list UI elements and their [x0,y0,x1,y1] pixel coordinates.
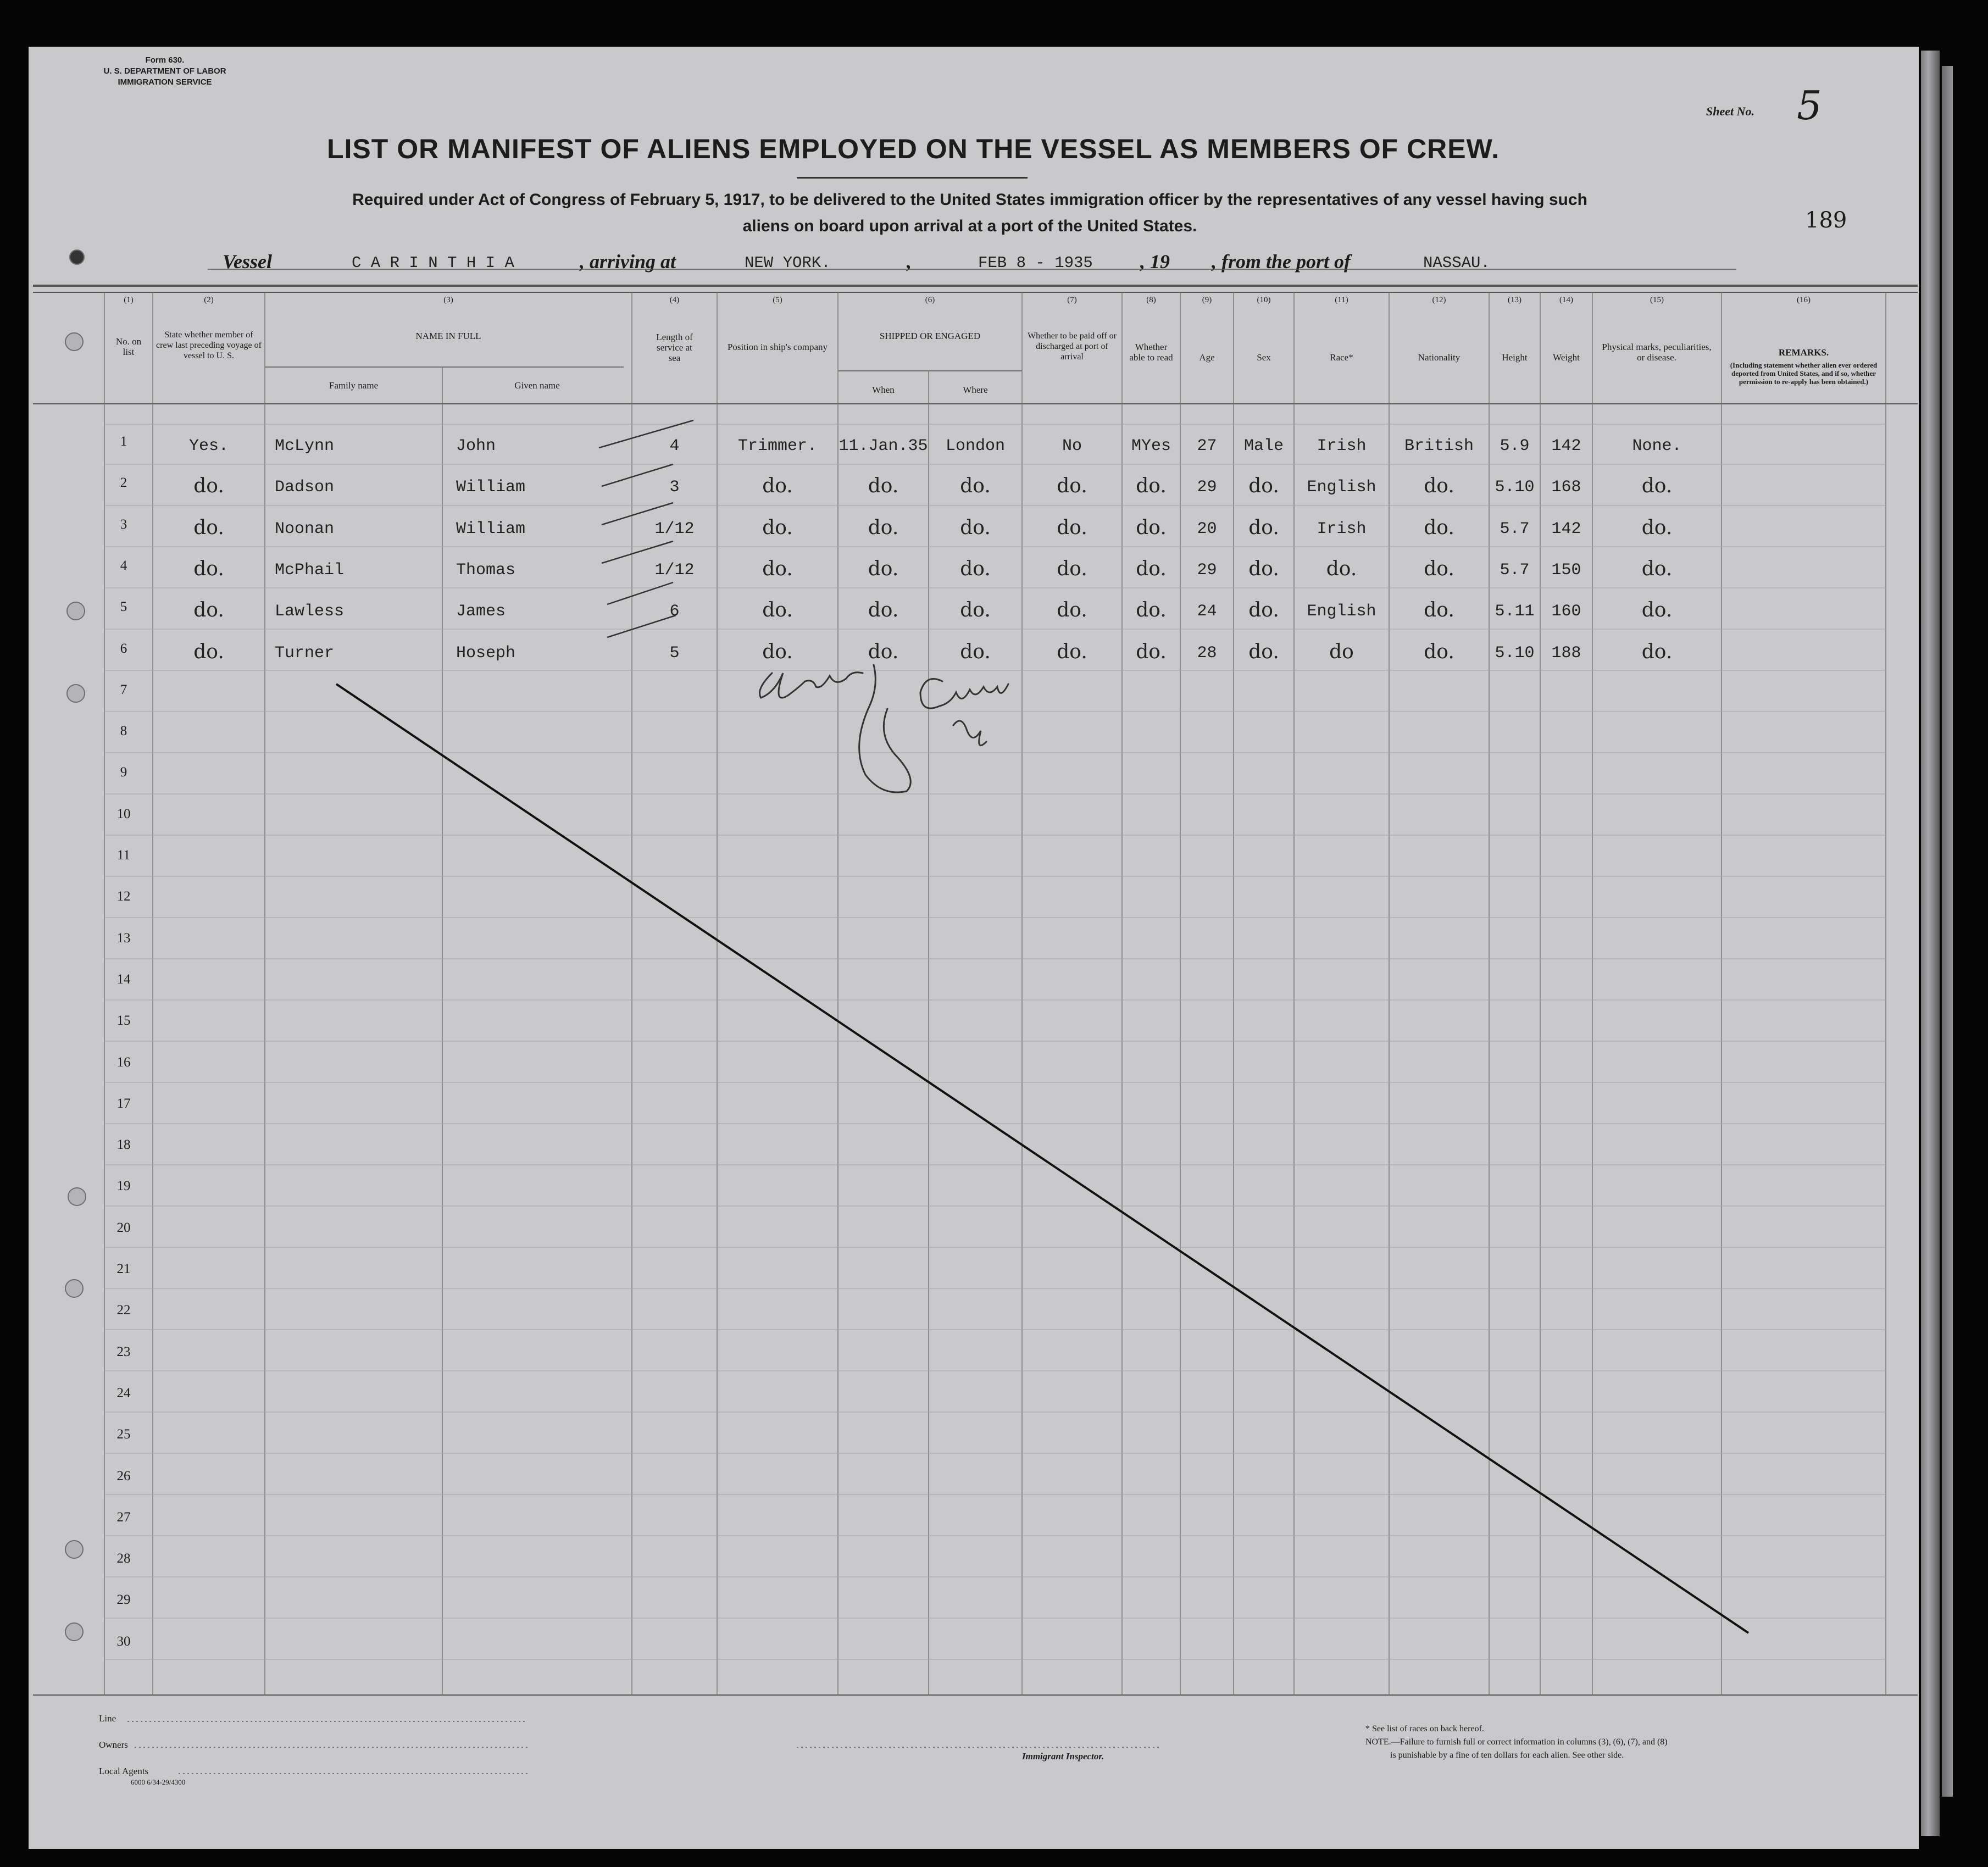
cell-height: 5.11 [1495,602,1535,621]
header-given-name: Given name [514,380,560,391]
cell-weight: 142 [1551,437,1581,455]
line-label: Line [99,1713,116,1724]
cell-where: do. [960,475,991,498]
row-number: 27 [116,1509,131,1525]
cell-where: do. [960,599,991,622]
cell-age: 24 [1197,602,1217,621]
cell-weight: 150 [1551,560,1581,580]
header-weight: Weight [1553,352,1580,363]
colnum-2: (2) [204,296,214,304]
legal-requirement-line2: aliens on board upon arrival at a port of the United States. [742,217,1197,235]
header-sex: Sex [1257,352,1271,363]
cell-race: English [1307,602,1376,621]
row-number: 16 [116,1054,131,1070]
cell-family-name: Dadson [275,478,335,497]
local-agents-label: Local Agents [99,1766,149,1776]
header-paid-off: Whether to be paid off or discharged at port of arrival [1028,331,1117,362]
row-number: 9 [120,765,127,780]
cell-paid-off: do. [1057,557,1087,580]
arriving-label: , arriving at [580,251,676,273]
row-number: 22 [116,1303,131,1318]
cell-prev-voyage: Yes. [188,437,229,455]
cell-nationality: do. [1424,640,1454,663]
cell-prev-voyage: do. [193,599,224,622]
cell-nationality: do. [1424,557,1454,580]
cell-length-of-service: 3 [669,478,680,497]
cell-height: 5.10 [1495,478,1535,497]
cell-given-name: Hoseph [456,643,516,663]
row-number: 23 [116,1344,131,1359]
legal-requirement-line1: Required under Act of Congress of February 5, 1917, to be delivered to the United States immigration officer by the representatives of any vessel having such [352,191,1587,209]
cell-family-name: Turner [275,643,335,663]
cell-height: 5.7 [1500,560,1530,580]
row-number: 19 [116,1179,131,1194]
header-length-of-service: Length of service at sea [656,332,693,363]
cell-paid-off: do. [1057,599,1087,622]
cell-able-to-read: do. [1136,557,1167,580]
immigrant-inspector-label: Immigrant Inspector. [1022,1751,1104,1762]
colnum-16: (16) [1797,296,1811,304]
colnum-12: (12) [1432,296,1446,304]
cell-sex: do. [1248,599,1279,622]
page-title: LIST OR MANIFEST OF ALIENS EMPLOYED ON THE VESSEL AS MEMBERS OF CREW. [327,134,1500,164]
colnum-7: (7) [1067,296,1077,304]
cell-position: do. [762,557,793,580]
cell-where: do. [960,557,991,580]
colnum-10: (10) [1257,296,1271,304]
cell-able-to-read: do. [1136,599,1167,622]
header-position: Position in ship's company [727,342,828,352]
cell-when: do. [868,640,899,663]
cell-physical-marks: do. [1641,640,1673,663]
header-shipped-or-engaged: SHIPPED OR ENGAGED [879,331,981,341]
row-number: 17 [116,1096,131,1111]
service-name: IMMIGRATION SERVICE [118,77,212,87]
colnum-14: (14) [1559,296,1573,304]
cell-weight: 142 [1551,519,1581,538]
row-number: 21 [116,1262,131,1276]
cell-when: 11.Jan.35 [838,437,928,455]
cell-physical-marks: do. [1641,516,1673,539]
cell-race: do. [1326,557,1357,580]
page-number: 189 [1805,208,1847,233]
cell-sex: do. [1248,557,1279,580]
header-height: Height [1502,352,1528,363]
cell-age: 29 [1197,478,1217,497]
cell-prev-voyage: do. [193,557,224,580]
colnum-8: (8) [1146,296,1156,304]
cell-length-of-service: 1/12 [654,560,695,580]
vessel-label: Vessel [223,251,272,273]
penalty-note-line1: NOTE.—Failure to furnish full or correct information in columns (3), (6), (7), and (8) [1365,1737,1668,1747]
cell-physical-marks: do. [1641,599,1673,622]
cell-paid-off: No [1062,437,1082,455]
row-number: 8 [120,724,127,739]
cell-family-name: Noonan [275,519,335,538]
cell-nationality: do. [1424,475,1454,498]
header-no-on-list: No. on list [115,336,142,357]
cell-given-name: James [456,602,506,621]
row-number: 12 [116,889,131,904]
form-number: Form 630. [145,55,185,65]
cell-when: do. [868,557,899,580]
year-label: , 19 [1140,251,1170,273]
row-number: 1 [120,434,127,449]
row-number: 7 [120,682,127,697]
cell-when: do. [868,516,899,539]
arrival-date: FEB 8 - 1935 [978,254,1093,272]
row-number: 30 [116,1633,131,1649]
cell-age: 29 [1197,560,1217,580]
row-number: 6 [120,641,127,656]
cell-weight: 188 [1551,643,1581,663]
header-age: Age [1199,352,1215,363]
vessel-name: C A R I N T H I A [352,254,514,272]
colnum-6: (6) [925,296,935,304]
cell-family-name: Lawless [275,602,345,621]
cell-physical-marks: None. [1632,437,1682,455]
department-name: U. S. DEPARTMENT OF LABOR [103,66,226,76]
arriving-port: NEW YORK. [745,254,831,272]
cell-height: 5.7 [1500,519,1530,538]
header-able-to-read: Whether able to read [1129,342,1173,363]
colnum-9: (9) [1202,296,1212,304]
cell-prev-voyage: do. [193,640,224,663]
row-number: 20 [116,1220,131,1235]
cell-position: do. [762,640,793,663]
cell-given-name: Thomas [456,560,516,580]
penalty-note-line2: is punishable by a fine of ten dollars for each alien. See other side. [1390,1751,1624,1760]
cell-given-name: John [456,437,496,455]
cell-age: 20 [1197,519,1217,538]
row-number: 25 [116,1427,131,1442]
row-number: 10 [116,806,131,821]
cell-sex: Male [1243,437,1284,455]
cell-position: do. [762,475,793,498]
cell-prev-voyage: do. [193,475,224,498]
cell-family-name: McLynn [275,437,335,455]
cell-able-to-read: MYes [1131,437,1171,455]
row-number: 2 [120,475,127,491]
cell-position: Trimmer. [737,437,818,455]
row-number: 4 [120,558,127,573]
header-name-in-full: NAME IN FULL [415,331,481,341]
row-number: 18 [116,1137,131,1153]
header-where: Where [963,385,988,395]
cell-paid-off: do. [1057,640,1087,663]
print-code: 6000 6/34-29/4300 [131,1778,186,1786]
cell-age: 28 [1197,643,1217,663]
cell-length-of-service: 6 [669,602,680,621]
colnum-15: (15) [1650,296,1664,304]
cell-sex: do. [1248,640,1279,663]
cell-where: do. [960,516,991,539]
cell-length-of-service: 4 [669,437,680,455]
race-note: * See list of races on back hereof. [1365,1724,1484,1733]
row-number: 5 [120,599,127,615]
sheet-number: 5 [1797,82,1822,129]
row-number: 3 [120,516,127,532]
from-port: NASSAU. [1423,254,1490,272]
colnum-11: (11) [1335,296,1348,304]
row-number: 15 [116,1013,131,1029]
header-nationality: Nationality [1418,352,1461,363]
cell-family-name: McPhail [275,560,345,580]
header-race: Race* [1330,352,1353,363]
row-number: 24 [116,1385,131,1401]
header-physical-marks: Physical marks, peculiarities, or disease. [1602,342,1712,363]
header-state-whether: State whether member of crew last preceding voyage of vessel to U. S. [156,330,262,360]
row-number: 26 [116,1468,131,1483]
cell-given-name: William [456,519,526,538]
cell-when: do. [868,599,899,622]
cell-prev-voyage: do. [193,516,224,539]
header-remarks-note: (Including statement whether alien ever ordered deported from United States, and if so, whether permission to re-apply has been obtained.) [1730,361,1878,386]
cell-where: do. [960,640,991,663]
from-port-label: , from the port of [1212,251,1351,273]
cell-given-name: William [456,478,526,497]
cell-sex: do. [1248,516,1279,539]
cell-nationality: do. [1424,599,1454,622]
cell-height: 5.9 [1500,437,1530,455]
colnum-13: (13) [1508,296,1521,304]
cell-weight: 168 [1551,478,1581,497]
cell-nationality: do. [1424,516,1454,539]
owners-label: Owners [99,1740,128,1750]
cell-able-to-read: do. [1136,475,1167,498]
cell-able-to-read: do. [1136,640,1167,663]
row-number: 14 [116,971,131,987]
colnum-5: (5) [773,296,782,304]
row-number: 29 [116,1592,131,1608]
cell-able-to-read: do. [1136,516,1167,539]
header-remarks: REMARKS. [1778,347,1829,358]
header-family-name: Family name [329,380,379,391]
cell-weight: 160 [1551,602,1581,621]
cell-position: do. [762,516,793,539]
cell-race: do [1329,640,1354,663]
row-number: 11 [116,848,131,863]
cell-paid-off: do. [1057,475,1087,498]
cell-paid-off: do. [1057,516,1087,539]
cell-race: English [1307,478,1376,497]
cell-position: do. [762,599,793,622]
colnum-3: (3) [443,296,453,304]
cell-age: 27 [1197,437,1217,455]
cell-race: Irish [1317,519,1367,538]
colnum-1: (1) [124,296,134,304]
cell-nationality: British [1404,437,1474,455]
header-when: When [872,385,895,395]
sheet-label: Sheet No. [1706,104,1754,118]
cell-physical-marks: do. [1641,475,1673,498]
cell-length-of-service: 5 [669,643,680,663]
row-number: 13 [116,930,131,946]
row-number: 28 [116,1551,131,1566]
cell-sex: do. [1248,475,1279,498]
cell-physical-marks: do. [1641,557,1673,580]
cell-length-of-service: 1/12 [654,519,695,538]
cell-race: Irish [1317,437,1367,455]
colnum-4: (4) [669,296,680,304]
comma: , [907,251,912,273]
cell-where: London [945,437,1006,455]
cell-height: 5.10 [1495,643,1535,663]
cell-when: do. [868,475,899,498]
